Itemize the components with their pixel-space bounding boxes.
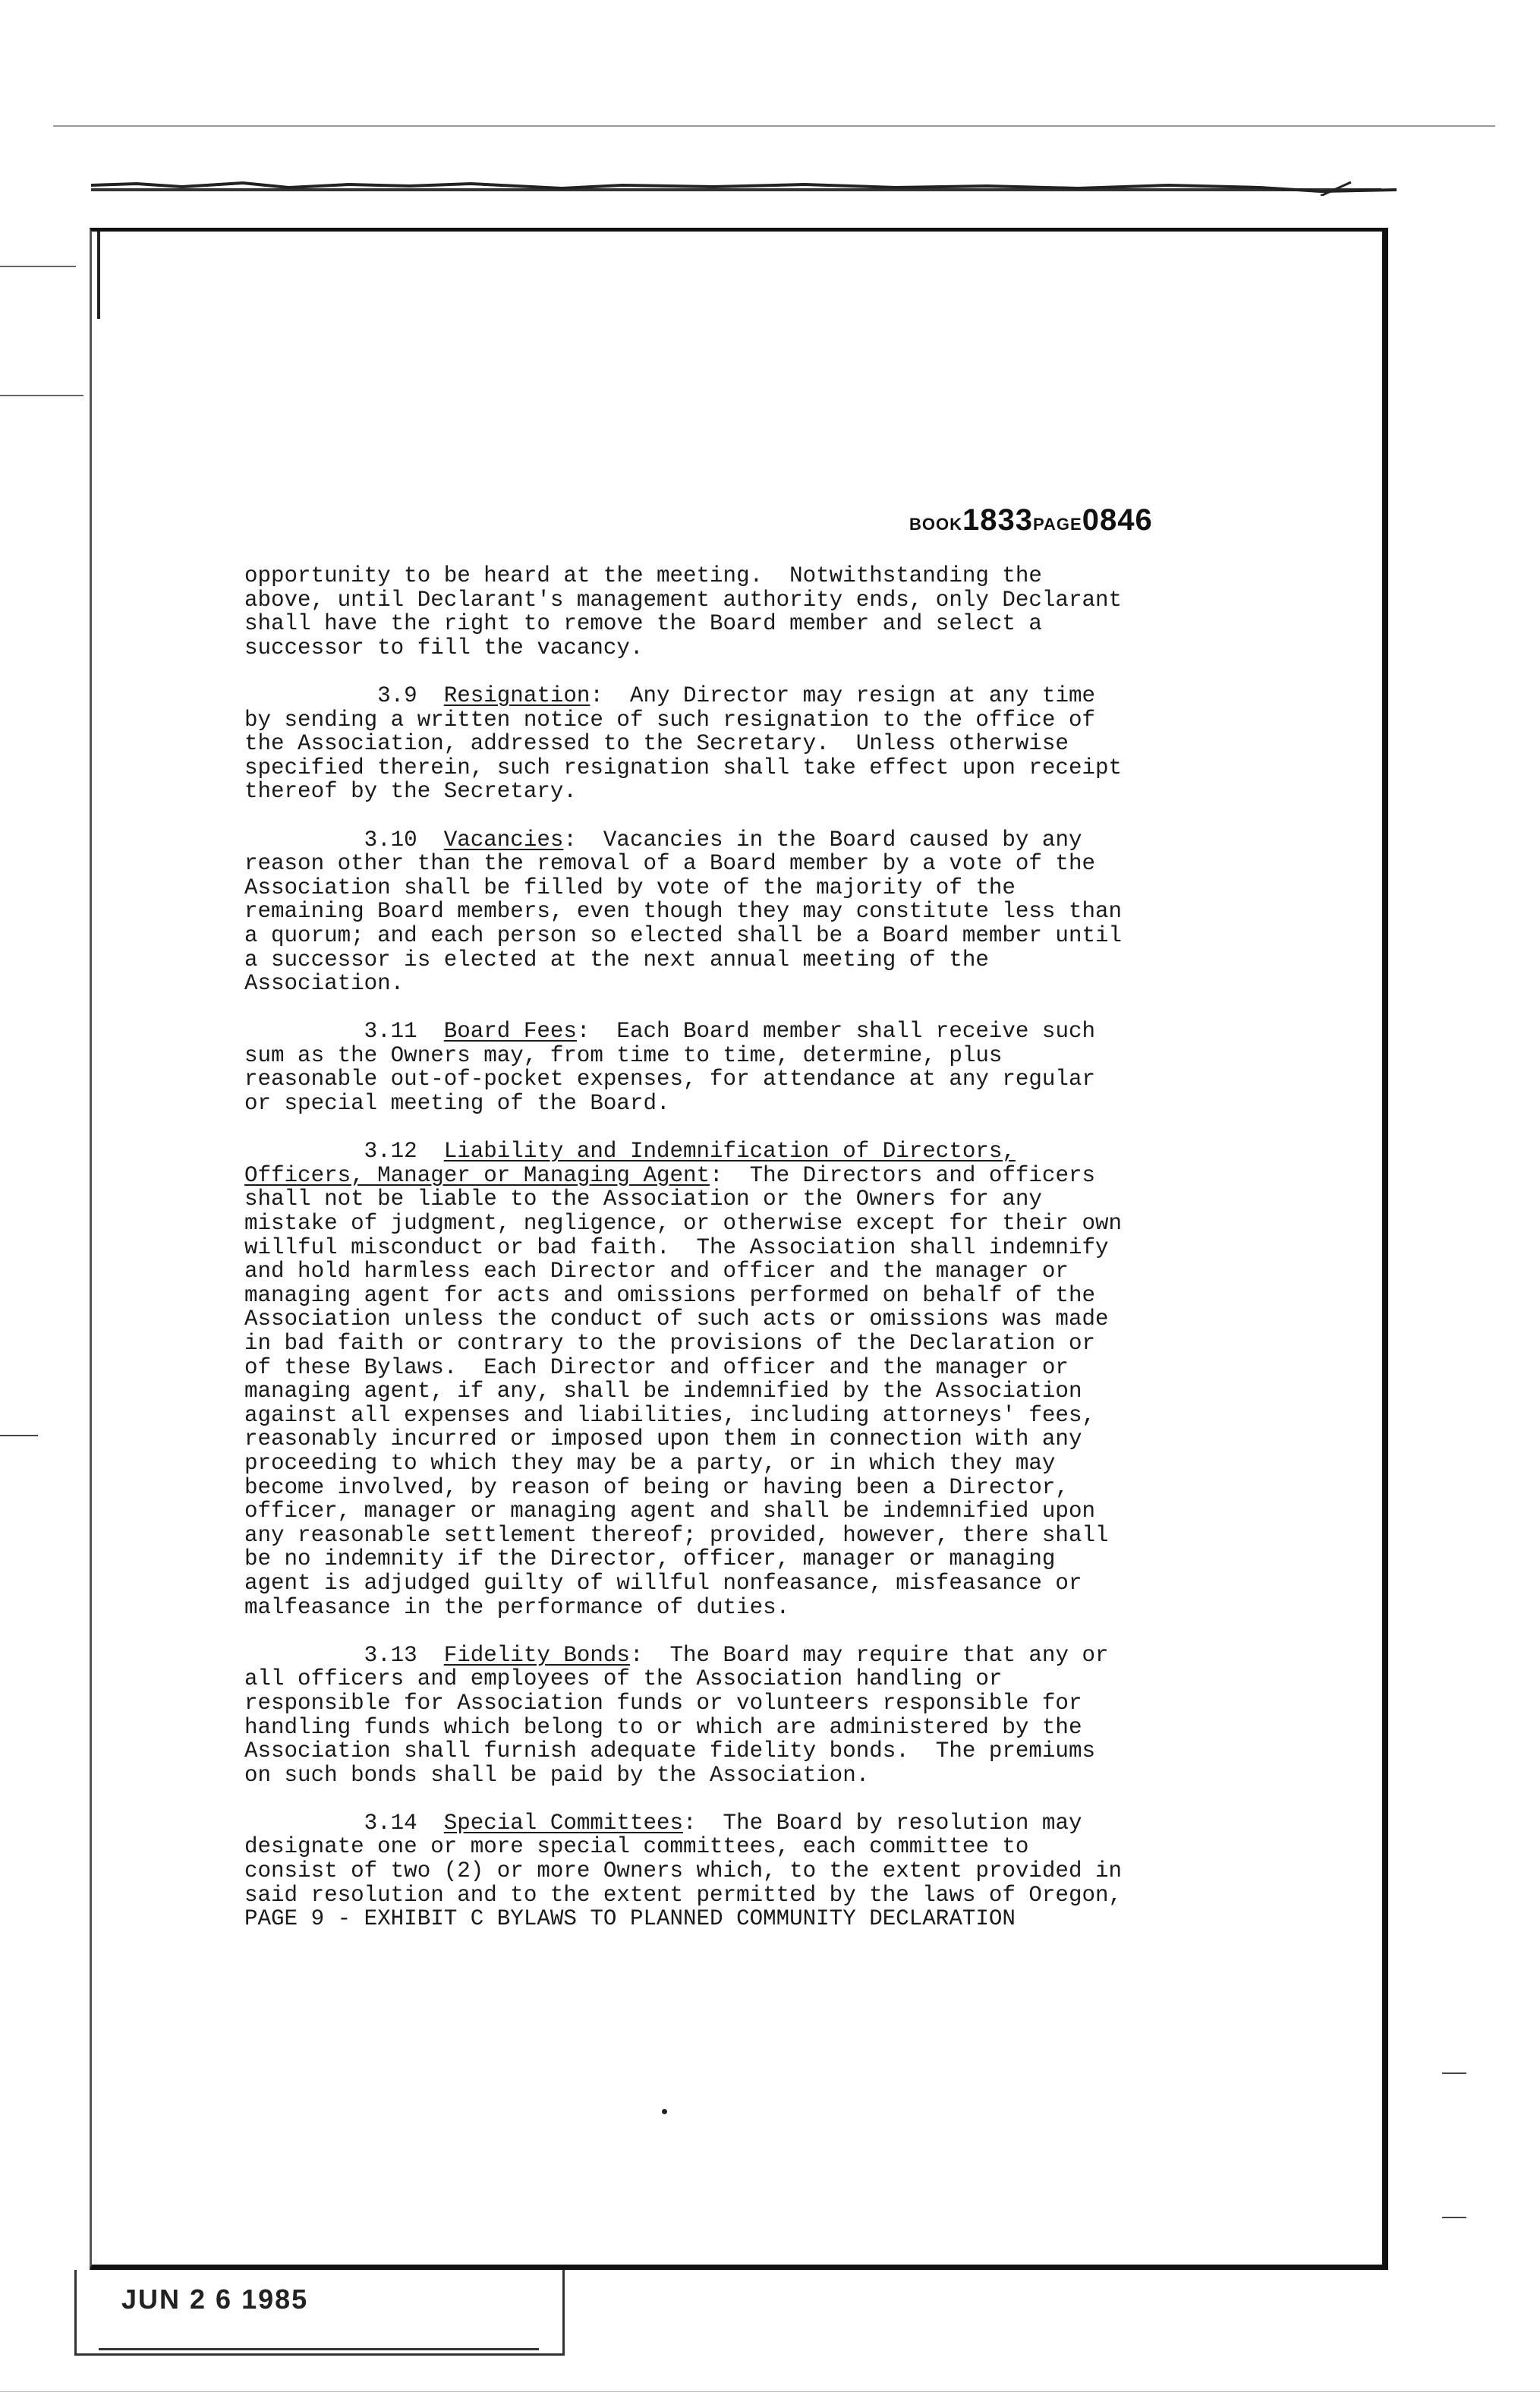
- page-footer: PAGE 9 - EXHIBIT C BYLAWS TO PLANNED COMMUNITY DECLARATION: [244, 1906, 1016, 1932]
- section-3-13: [244, 1644, 1231, 1788]
- section-heading: Resignation: [443, 682, 590, 708]
- scan-edge-top: [53, 125, 1495, 127]
- scan-mark-left-1: [0, 266, 76, 267]
- paragraph-intro: opportunity to be heard at the meeting. Notwithstanding the above, until Declarant's management authority ends, only Declarant shall have the right to remove the Board member and select a successor to fill the vacancy.: [244, 563, 1123, 660]
- section-body: : Vacancies in the Board caused by any reason other than the removal of a Board member by a vote of the Association shall be filled by vote of the majority of the remaining Board members, even though they may constitute less than a quorum; and each person so elected shall be a Board member until a successor is elected at the next annual meeting of the Association.: [244, 827, 1123, 997]
- torn-top-edge: [91, 181, 1397, 196]
- bylaws-text: [244, 564, 1231, 1931]
- scan-edge-bottom-2: [0, 2391, 1540, 2392]
- section-body: : The Directors and officers shall not be liable to the Association or the Owners for any mistake of judgment, negligence, or otherwise except for their own willful misconduct or bad faith. The Association shall indemnify and hold harmless each Director and officer and the manager or managing agent for acts and omissions performed on behalf of the Association unless the conduct of such acts or omissions was made in bad faith or contrary to the provisions of the Declaration or of these Bylaws. Each Director and officer and the manager or managing agent, if any, shall be indemnified by the Association against all expenses and liabilities, including attorneys' fees, reasonably incurred or imposed upon them in connection with any proceeding to which they may be a party, or in which they may become involved, by reason of being or having been a Director, officer, manager or managing agent and shall be indemnified upon any reasonable settlement thereof; provided, however, there shall be no indemnity if the Director, officer, manager or managing agent is adjudged guilty of willful nonfeasance, misfeasance or malfeasance in the performance of duties.: [244, 1162, 1123, 1620]
- section-number: 3.13: [364, 1642, 417, 1668]
- section-3-10: [244, 828, 1231, 996]
- section-3-9: [244, 684, 1231, 804]
- scan-mark-right-2: [1442, 2217, 1466, 2218]
- section-body: : Each Board member shall receive such sum as the Owners may, from time to time, determine, plus reasonable out-of-pocket expenses, for attendance at any regular or special meeting of the Board.: [244, 1019, 1095, 1117]
- section-body: : Any Director may resign at any time by sending a written notice of such resignation to the office of the Association, addressed to the Secretary. Unless otherwise specified therein, such resignation shall take effect upon receipt thereof by the Secretary.: [244, 682, 1123, 805]
- section-heading: Vacancies: [443, 827, 564, 853]
- section-3-11: [244, 1020, 1231, 1115]
- book-page-reference: [909, 503, 1153, 537]
- speck: [662, 2109, 667, 2114]
- book-number: 1833: [962, 503, 1033, 537]
- section-3-12: [244, 1139, 1231, 1619]
- section-body: : The Board by resolution may designate one or more special committees, each committee to consist of two (2) or more Owners which, to the extent provided in said resolution and to the extent permitted by the laws of Oregon,: [244, 1810, 1123, 1908]
- scan-mark-left-3: [0, 1435, 38, 1436]
- section-heading: Special Committees: [443, 1810, 684, 1836]
- section-body: : The Board may require that any or all officers and employees of the Association handling or responsible for Association funds or volunteers responsible for handling funds which belong to or which are administered by the Association shall furnish adequate fidelity bonds. The premiums on such bonds shall be paid by the Association.: [244, 1642, 1109, 1788]
- section-number: 3.14: [364, 1810, 417, 1836]
- section-number: 3.12: [364, 1139, 417, 1165]
- section-heading-line2: Officers, Manager or Managing Agent: [244, 1162, 710, 1188]
- section-3-14: [244, 1811, 1231, 1907]
- scan-mark-right-1: [1442, 2072, 1466, 2074]
- section-heading: Board Fees: [443, 1019, 577, 1045]
- filing-stamp-date: JUN 2 6 1985: [121, 2284, 309, 2315]
- section-number: 3.10: [364, 827, 417, 853]
- section-number: 3.9: [377, 682, 417, 708]
- page-prefix: PAGE: [1032, 515, 1082, 534]
- section-heading: Fidelity Bonds: [443, 1642, 630, 1668]
- section-heading-line1: Liability and Indemnification of Directors,: [443, 1139, 1016, 1165]
- book-prefix: BOOK: [909, 515, 962, 534]
- scan-mark-left-2: [0, 395, 83, 396]
- page-number: 0846: [1082, 503, 1153, 537]
- section-number: 3.11: [364, 1019, 417, 1045]
